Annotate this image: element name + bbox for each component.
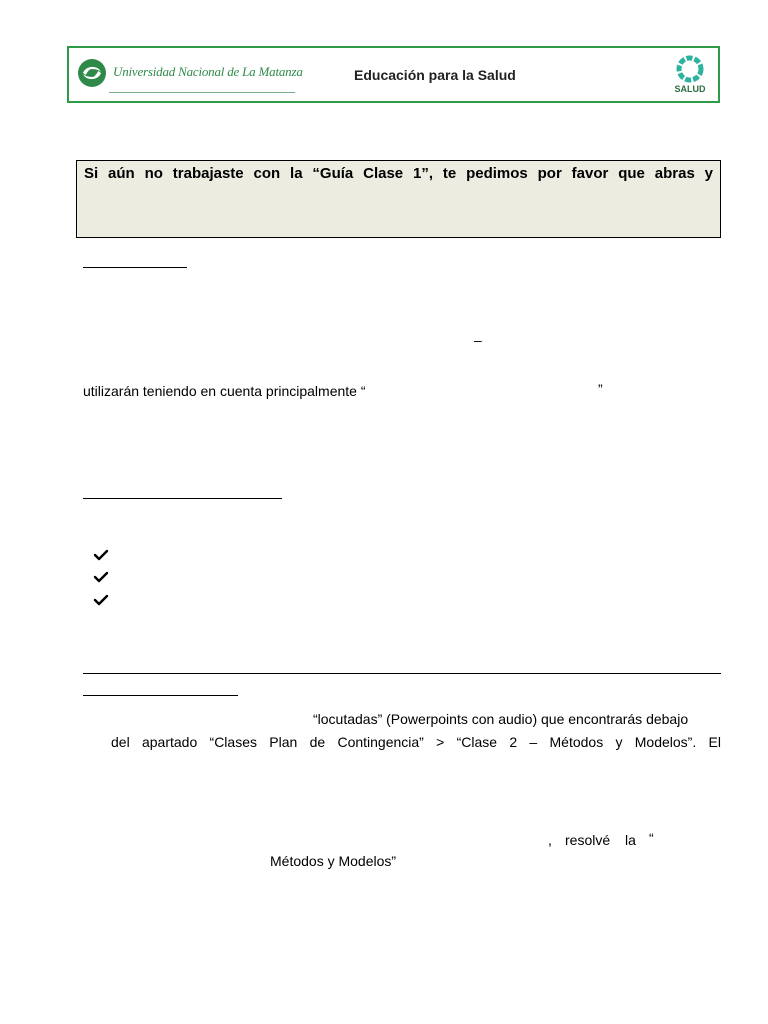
apartado-word: y: [615, 734, 623, 750]
resolve-la: la: [625, 832, 636, 848]
apartado-word: 2: [509, 734, 518, 750]
document-header: [67, 46, 720, 103]
apartado-text-line: [111, 734, 721, 750]
salud-logo-text: SALUD: [674, 84, 706, 94]
salud-ring-icon: [675, 54, 705, 84]
checkmark-icon: [93, 548, 109, 562]
section-heading-underline-2: [83, 498, 282, 499]
locutadas-text: “locutadas” (Powerpoints con audio) que encontrarás debajo: [313, 711, 689, 727]
checkmark-icon: [93, 593, 109, 607]
utilizaran-text: utilizarán teniendo en cuenta principalmente “: [83, 383, 366, 399]
resolve-open-quote: “: [649, 830, 654, 846]
apartado-word: Contingencia”: [337, 734, 424, 750]
university-logo: [77, 56, 301, 94]
logo-underline: [109, 92, 295, 93]
apartado-word: “Clase: [456, 734, 498, 750]
dash-fragment: –: [474, 332, 482, 348]
resolve-comma: ,: [548, 832, 552, 848]
section-heading-underline-3: [83, 695, 238, 696]
apartado-word: Plan: [269, 734, 298, 750]
apartado-word: Modelos”.: [634, 734, 697, 750]
checkmark-icon: [93, 570, 109, 584]
notice-text: Si aún no trabajaste con la “Guía Clase 1”, te pedimos por favor que abras y: [84, 165, 713, 182]
salud-logo: [670, 54, 710, 98]
section-heading-underline-1: [83, 267, 187, 268]
apartado-word: del: [111, 734, 130, 750]
apartado-word: El: [708, 734, 721, 750]
apartado-word: –: [529, 734, 538, 750]
university-name: Universidad Nacional de La Matanza: [113, 64, 303, 79]
resolve-word: resolvé: [565, 832, 611, 848]
apartado-word: “Clases: [209, 734, 257, 750]
apartado-word: >: [436, 734, 445, 750]
apartado-word: Métodos: [549, 734, 604, 750]
metodos-modelos-text: Métodos y Modelos”: [270, 853, 397, 869]
page-title: Educación para la Salud: [354, 67, 516, 83]
notice-box: [76, 160, 721, 238]
section-divider-line: [83, 673, 721, 674]
apartado-word: de: [309, 734, 326, 750]
apartado-word: apartado: [141, 734, 198, 750]
university-emblem-icon: [77, 58, 107, 88]
closing-quote: ”: [598, 381, 603, 397]
